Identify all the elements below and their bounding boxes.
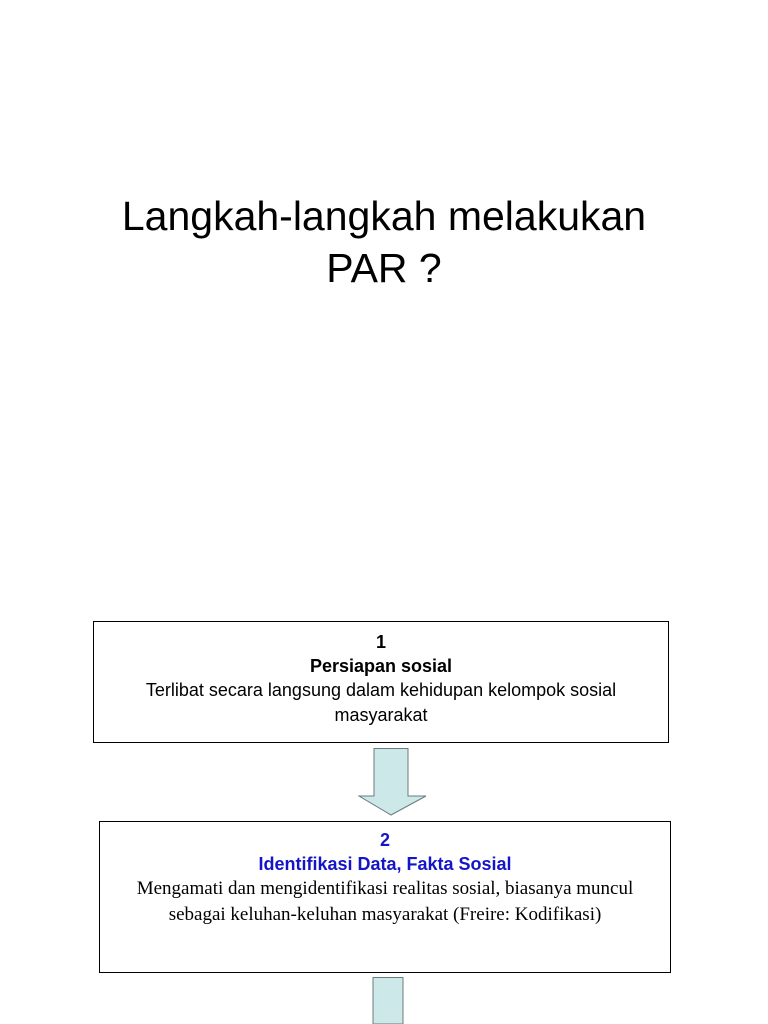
down-arrow-shape-2 (373, 978, 403, 1024)
step-2-description: Mengamati dan mengidentifikasi realitas sosial, biasanya muncul sebagai keluhan-keluhan masyarakat (Freire: Kodifikasi) (136, 878, 634, 925)
slide-title-line-1: Langkah-langkah melakukan (121, 193, 647, 239)
down-arrow-icon-2 (370, 977, 406, 1024)
slide-title (0, 190, 768, 294)
step-2-box (99, 821, 671, 973)
step-1-description: Terlibat secara langsung dalam kehidupan kelompok sosial masyarakat (145, 680, 617, 725)
step-1-box (93, 621, 669, 743)
down-arrow-shape (359, 749, 426, 816)
step-1-number: 1 (375, 632, 386, 652)
down-arrow-icon (358, 748, 428, 816)
slide-title-line-2: PAR ? (326, 245, 442, 291)
step-2-number: 2 (379, 830, 390, 850)
step-2-heading: Identifikasi Data, Fakta Sosial (258, 854, 512, 874)
step-1-heading: Persiapan sosial (309, 656, 453, 676)
